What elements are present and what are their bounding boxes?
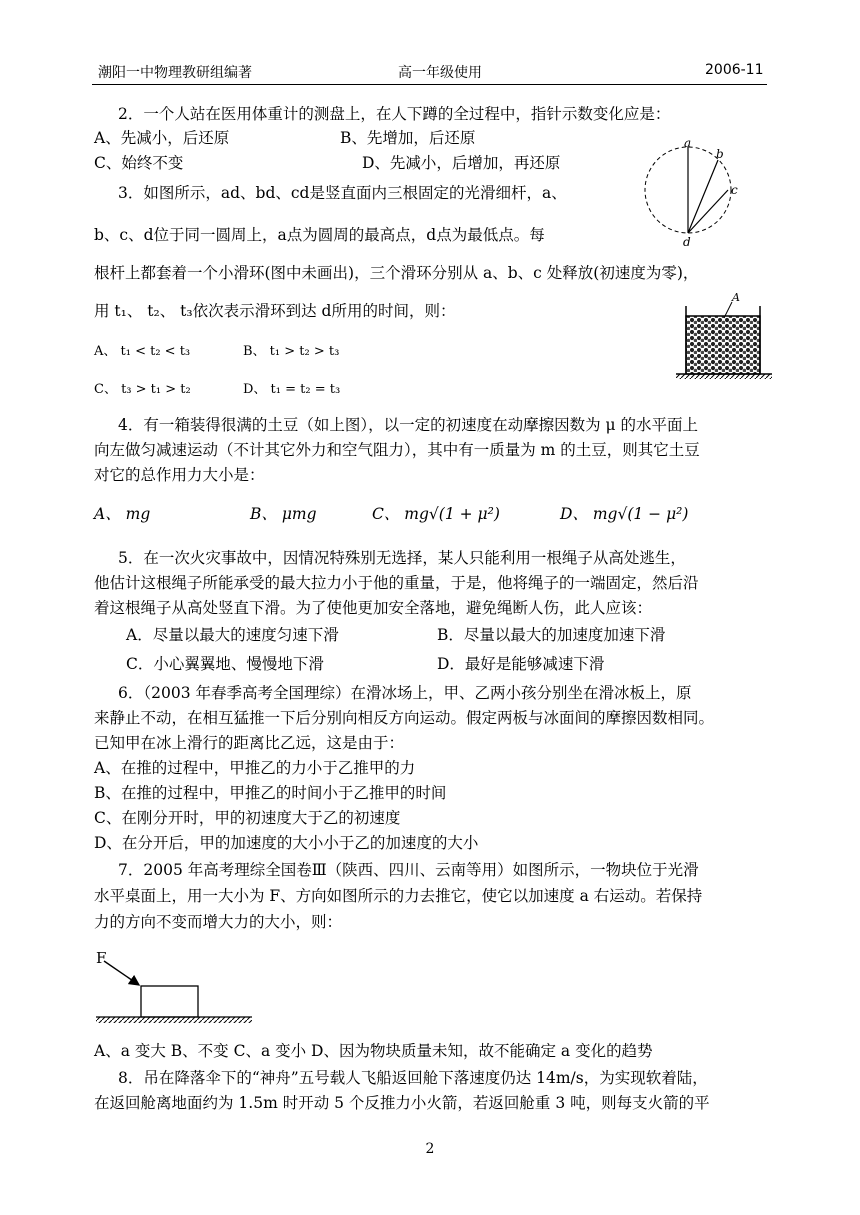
q6-line-2: 来静止不动，在相互猛推一下后分别向相反方向运动。假定两板与冰面间的摩擦因数相同。 [94, 709, 715, 727]
q7-line-2: 水平桌面上，用一大小为 F、方向如图所示的力去推它，使它以加速度 a 右运动。若保持 [94, 887, 703, 905]
q8-line-1: 8．吊在降落伞下的“神舟”五号载人飞船返回舱下落速度仍达 14m/s，为实现软着陆， [118, 1069, 708, 1087]
q6-option-b: B、在推的过程中，甲推乙的时间小于乙推甲的时间 [94, 784, 447, 802]
q3-option-a: A、 t₁ < t₂ < t₃ [94, 344, 191, 359]
header-center: 高一年级使用 [398, 65, 482, 81]
q5-option-d: D．最好是能够减速下滑 [437, 655, 605, 673]
q6-option-d: D、在分开后，甲的加速度的大小小于乙的加速度的大小 [94, 834, 479, 852]
q4-line-2: 向左做匀减速运动（不计其它外力和空气阻力），其中有一质量为 m 的土豆，则其它土豆 [94, 441, 700, 459]
q6-option-a: A、在推的过程中，甲推乙的力小于乙推甲的力 [94, 759, 416, 777]
q7-force-label: F [96, 949, 107, 967]
header-left: 潮阳一中物理教研组编著 [98, 65, 252, 81]
q7-options: A、a 变大 B、不变 C、a 变小 D、因为物块质量未知，故不能确定 a 变化的趋势 [94, 1042, 653, 1060]
q5-option-c: C．小心翼翼地、慢慢地下滑 [126, 655, 324, 673]
q7-line-3: 力的方向不变而增大力的大小，则： [94, 913, 343, 931]
q6-line-3: 已知甲在冰上滑行的距离比乙远，这是由于： [94, 734, 405, 752]
q5-option-a: A．尽量以最大的速度匀速下滑 [126, 626, 339, 644]
q3-point-a: a [684, 138, 692, 150]
q5-option-b: B．尽量以最大的加速度加速下滑 [437, 626, 666, 644]
page-number: 2 [425, 1141, 435, 1157]
q6-line-1: 6．（2003 年春季高考全国理综）在滑冰场上，甲、乙两小孩分别坐在滑冰板上，原 [118, 684, 692, 702]
q5-line-2: 他估计这根绳子所能承受的最大拉力小于他的重量，于是，他将绳子的一端固定，然后沿 [94, 574, 699, 592]
q4-line-3: 对它的总作用力大小是： [94, 466, 265, 484]
q3-point-c: c [731, 183, 738, 197]
q3-option-c: C、 t₃ > t₁ > t₂ [94, 382, 191, 397]
q2-option-b: B、先增加，后还原 [340, 129, 476, 147]
q3-point-d: d [683, 235, 691, 249]
header-right: 2006-11 [705, 62, 764, 78]
q3-line-3: 根杆上都套着一个小滑环(图中未画出)，三个滑环分别从 a、b、c 处释放(初速度为零)， [94, 264, 699, 282]
q5-line-3: 着这根绳子从高处竖直下滑。为了使他更加安全落地，避免绳断人伤，此人应该： [94, 599, 653, 617]
potato-box-figure [676, 288, 772, 384]
q2-option-c: C、始终不变 [94, 154, 184, 172]
q3-circle-figure [640, 138, 750, 250]
q3-option-b: B、 t₁ > t₂ > t₃ [243, 344, 340, 359]
q2-stem: 2．一个人站在医用体重计的测盘上，在人下蹲的全过程中，指针示数变化应是： [118, 105, 671, 123]
q3-line-4: 用 t₁、 t₂、 t₃依次表示滑环到达 d所用的时间，则： [94, 302, 456, 320]
q7-line-1: 7．2005 年高考理综全国卷Ⅲ（陕西、四川、云南等用）如图所示，一物块位于光滑 [118, 861, 699, 879]
q3-option-d: D、 t₁ = t₂ = t₃ [243, 382, 341, 397]
q4-option-b: B、 μmg [250, 505, 317, 523]
q2-option-d: D、先减小，后增加，再还原 [362, 154, 561, 172]
q7-block-figure [92, 945, 262, 1030]
potato-label-a: A [732, 291, 740, 304]
q6-option-c: C、在刚分开时，甲的初速度大于乙的初速度 [94, 809, 401, 827]
q4-option-a: A、 mg [94, 505, 151, 523]
q3-line-1: 3．如图所示，ad、bd、cd是竖直面内三根固定的光滑细杆，a、 [118, 184, 567, 202]
q2-option-a: A、先减小，后还原 [94, 129, 230, 147]
q5-line-1: 5．在一次火灾事故中，因情况特殊别无选择，某人只能利用一根绳子从高处逃生， [118, 549, 686, 567]
q8-line-2: 在返回舱离地面约为 1.5m 时开动 5 个反推力小火箭，若返回舱重 3 吨，则每支火箭的平 [94, 1094, 710, 1112]
q3-point-b: b [716, 147, 724, 161]
header-rule [92, 84, 767, 85]
q3-line-2: b、c、d位于同一圆周上，a点为圆周的最高点，d点为最低点。每 [94, 226, 545, 244]
q4-option-d: D、 mg√(1 − μ²) [560, 505, 689, 523]
q4-line-1: 4．有一箱装得很满的土豆（如上图），以一定的初速度在动摩擦因数为 μ 的水平面上 [118, 416, 699, 434]
q4-option-c: C、 mg√(1 + μ²) [372, 505, 500, 523]
